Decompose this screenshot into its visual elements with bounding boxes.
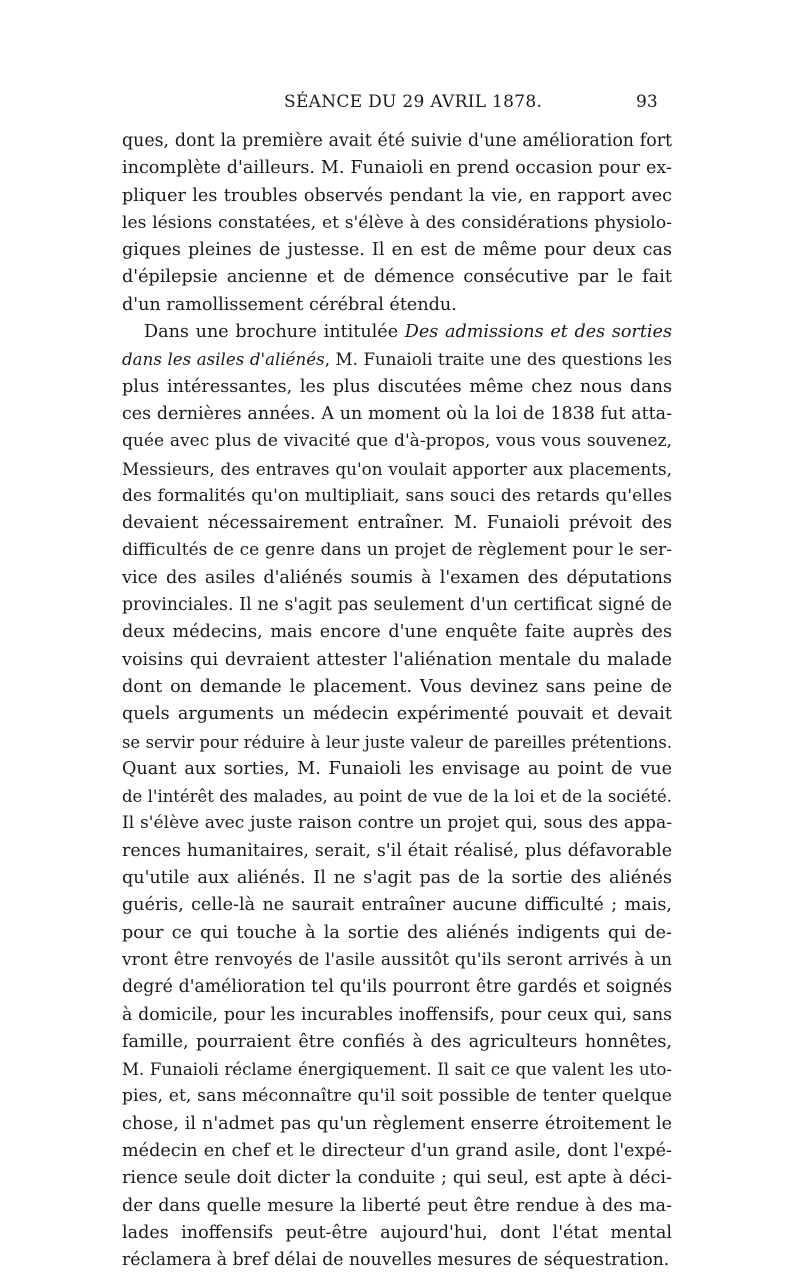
text-line: difficultés de ce genre dans un projet de règlement pour le ser- xyxy=(122,540,672,561)
text-line: provinciales. Il ne s'agit pas seulement d'un certificat signé de xyxy=(122,595,672,616)
text-line: pies, et, sans méconnaître qu'il soit possible de tenter quelque xyxy=(122,1086,672,1107)
text-line: réclamera à bref délai de nouvelles mesures de séquestration. xyxy=(122,1250,670,1271)
text-line: voisins qui devraient attester l'aliénation mentale du malade xyxy=(122,649,672,670)
running-title: SÉANCE DU 29 AVRIL 1878. xyxy=(284,92,543,112)
running-head xyxy=(0,92,800,116)
text-line: M. Funaioli réclame énergiquement. Il sait ce que valent les uto- xyxy=(122,1060,672,1080)
text-line: à domicile, pour les incurables inoffensifs, pour ceux qui, sans xyxy=(122,1004,672,1025)
text-line: dont on demande le placement. Vous devinez sans peine de xyxy=(122,676,672,697)
text-line: Messieurs, des entraves qu'on voulait apporter aux placements, xyxy=(122,458,672,479)
paragraph-start-line xyxy=(122,319,672,346)
text-line: plus intéressantes, les plus discutées même chez nous dans xyxy=(122,376,672,397)
text-line: des formalités qu'on multipliait, sans souci des retards qu'elles xyxy=(122,485,672,506)
text-line: lades inoffensifs peut-être aujourd'hui, dont l'état mental xyxy=(122,1222,672,1243)
text-run: Dans une brochure intitulée xyxy=(144,322,405,343)
page-number: 93 xyxy=(636,92,658,112)
text-line: quée avec plus de vivacité que d'à-propos, vous vous souvenez, xyxy=(122,431,672,452)
text-line: vront être renvoyés de l'asile aussitôt qu'ils seront arrivés à un xyxy=(122,949,672,970)
text-line: pour ce qui touche à la sortie des aliénés indigents qui de- xyxy=(122,922,672,943)
text-line: rences humanitaires, serait, s'il était réalisé, plus défavorable xyxy=(122,840,672,861)
text-line: devaient nécessairement entraîner. M. Funaioli prévoit des xyxy=(122,513,672,534)
text-line: chose, il n'admet pas qu'un règlement enserre étroitement le xyxy=(122,1113,672,1134)
text-run: , M. Funaioli traite une des questions les xyxy=(324,350,672,370)
text-line: d'un ramollissement cérébral étendu. xyxy=(122,294,457,315)
text-line: Quant aux sorties, M. Funaioli les envisage au point de vue xyxy=(122,758,672,779)
text-line: qu'utile aux aliénés. Il ne s'agit pas de la sortie des aliénés xyxy=(122,868,672,889)
text-line: incomplète d'ailleurs. M. Funaioli en prend occasion pour ex- xyxy=(122,158,672,179)
text-line: famille, pourraient être confiés à des agriculteurs honnêtes, xyxy=(122,1031,672,1052)
text-line: giques pleines de justesse. Il en est de même pour deux cas xyxy=(122,240,672,261)
text-line: Il s'élève avec juste raison contre un projet qui, sous des appa- xyxy=(122,813,672,834)
text-line: se servir pour réduire à leur juste valeur de pareilles prétentions. xyxy=(122,732,672,752)
text-line: de l'intérêt des malades, au point de vue de la loi et de la société. xyxy=(122,787,672,807)
text-line: guéris, celle-là ne saurait entraîner aucune difficulté ; mais, xyxy=(122,895,672,916)
italic-title: Des admissions et des sorties xyxy=(404,322,672,343)
text-line: deux médecins, mais encore d'une enquête faite auprès des xyxy=(122,622,672,643)
text-line xyxy=(122,346,672,373)
text-line: ques, dont la première avait été suivie d'une amélioration fort xyxy=(122,131,672,151)
text-line: les lésions constatées, et s'élève à des considérations physiolo- xyxy=(122,212,672,233)
text-line: médecin en chef et le directeur d'un grand asile, dont l'expé- xyxy=(122,1140,672,1161)
text-line: vice des asiles d'aliénés soumis à l'examen des députations xyxy=(122,567,672,588)
text-line: degré d'amélioration tel qu'ils pourront être gardés et soignés xyxy=(122,977,672,998)
text-line: pliquer les troubles observés pendant la vie, en rapport avec xyxy=(122,185,672,206)
body-text xyxy=(122,128,672,1274)
italic-title-continued: dans les asiles d'aliénés xyxy=(122,350,325,370)
text-line: rience seule doit dicter la conduite ; qui seul, est apte à déci- xyxy=(122,1168,672,1189)
text-line: quels arguments un médecin expérimenté pouvait et devait xyxy=(122,704,672,725)
text-line: ces dernières années. A un moment où la loi de 1838 fut atta- xyxy=(122,403,672,424)
text-line: der dans quelle mesure la liberté peut être rendue à des ma- xyxy=(122,1195,672,1216)
text-line: d'épilepsie ancienne et de démence consécutive par le fait xyxy=(122,267,672,288)
